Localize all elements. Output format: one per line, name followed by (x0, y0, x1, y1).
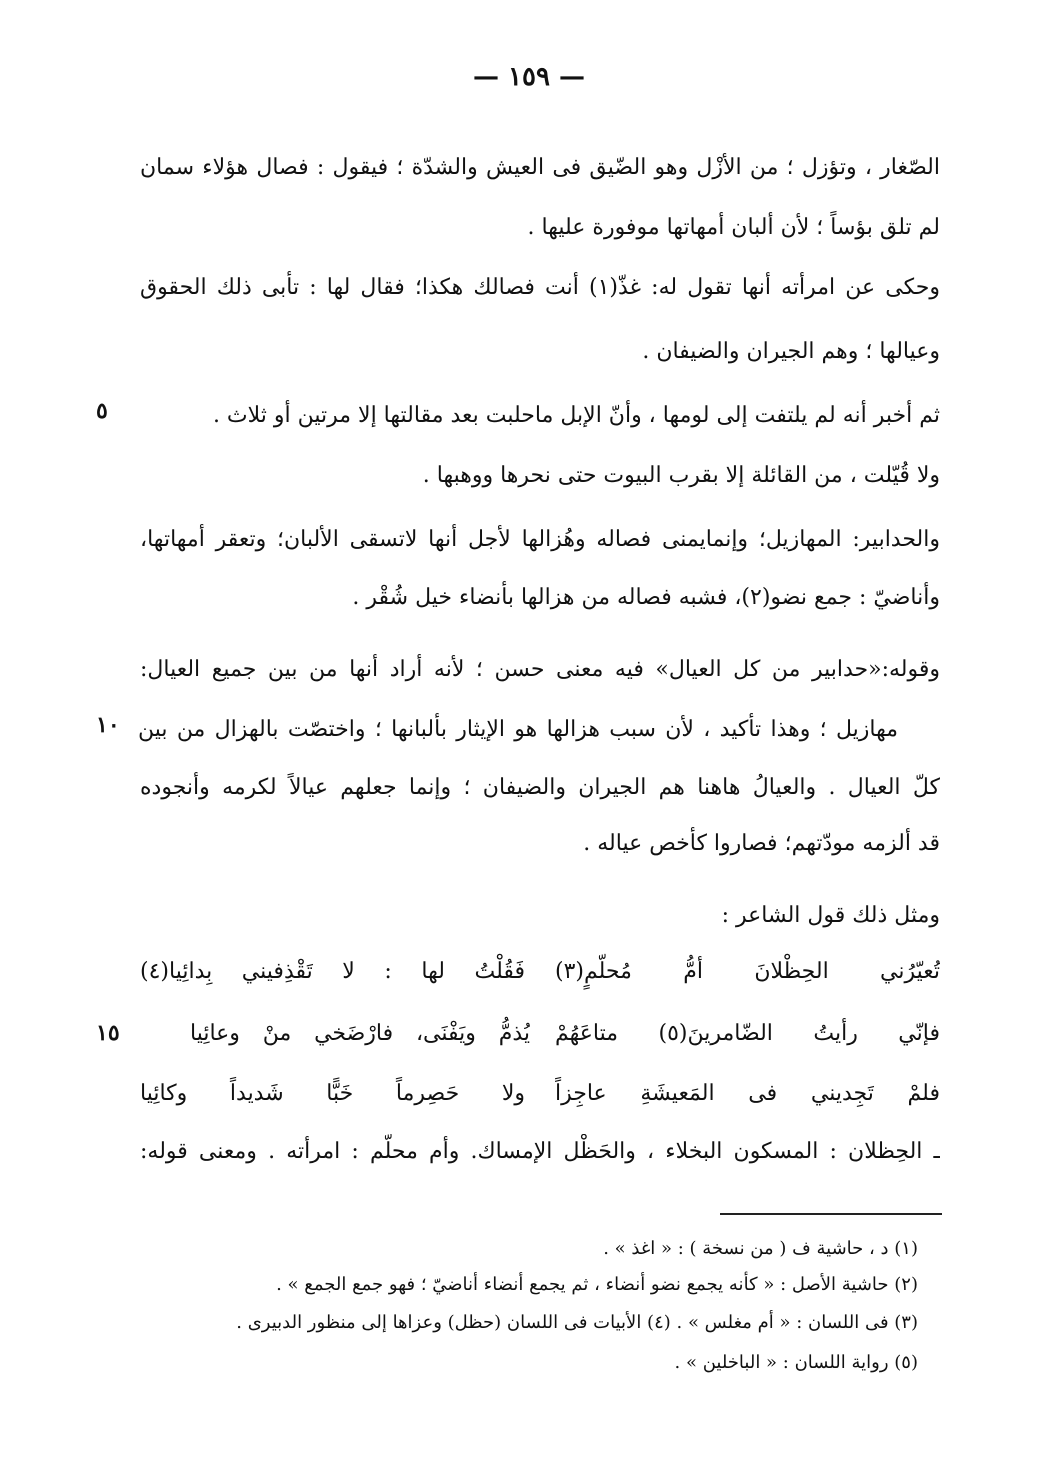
verse-1-first-hemistich: تُعيّرُني الحِظْلانَ أمُّ مُحلّمٍ(٣) (555, 959, 940, 984)
body-line-2: لم تلق بؤساً ؛ لأن ألبان أمهاتها موفورة عليها . (527, 215, 940, 240)
body-line-9: وقوله:«حدابير من كل العيال» فيه معنى حسن ؛ لأنه أراد أنها من بين جميع العيال: (140, 657, 940, 682)
body-line-6: ولا قُيّلت ، من القائلة إلا بقرب البيوت حتى نحرها ووهبها . (422, 463, 940, 488)
verse-3-second-hemistich: ولا حَصِرماً خَبًّا شَديداً وكائِيا (140, 1081, 525, 1106)
verse-1 (140, 952, 940, 992)
body-line-8: وأناضيّ : جمع نضو(٢)، فشبه فصاله من هزالها بأنضاء خيل شُقْر . (352, 585, 940, 610)
body-line-after-verse: ـ الحِظلان : المسكون البخلاء ، والحَظْل الإمساك. وأم محلّم : امرأته . ومعنى قوله: (140, 1139, 940, 1164)
body-line-10: مهازيل ؛ وهذا تأكيد ، لأن سبب هزالها هو الإيثار بألبانها ؛ واختصّت بالهزال من بين (138, 717, 898, 742)
line-number-15: ١٥ (96, 1020, 120, 1046)
verse-2-first-hemistich: فإنّي رأيتُ الضّامرينَ(٥) متاعَهُمْ (555, 1021, 940, 1046)
footnote-2: (٢) حاشية الأصل : « كأنه يجمع نضو أنضاء ، ثم يجمع أنضاء أناضيّ ؛ فهو جمع الجمع » . (276, 1274, 918, 1295)
body-line-1: الصّغار ، وتؤزل ؛ من الأزْل وهو الضّيق فى العيش والشدّة ؛ فيقول : فصال هؤلاء سمان (140, 155, 940, 180)
footnote-5: (٥) رواية اللسان : « الباخلين » . (674, 1352, 918, 1373)
footnote-1: (١) د ، حاشية ف ( من نسخة ) : « اغذ » . (603, 1238, 918, 1259)
body-line-4: وعيالها ؛ وهم الجيران والضيفان . (642, 339, 940, 364)
footnote-divider (720, 1213, 942, 1215)
body-line-12: قد ألزمه مودّتهم؛ فصاروا كأخص عياله . (583, 831, 940, 856)
line-number-10: ١٠ (96, 712, 120, 738)
verse-intro: ومثل ذلك قول الشاعر : (721, 903, 940, 928)
verse-3 (140, 1074, 940, 1114)
verse-2 (140, 1014, 940, 1054)
line-number-5: ٥ (96, 398, 108, 424)
body-line-11: كلّ العيال . والعيالُ هاهنا هم الجيران والضيفان ؛ وإنما جعلهم عيالاً لكرمه وأنجوده (140, 775, 940, 800)
body-line-7: والحدابير: المهازيل؛ وإنمايمنى فصاله وهُزالها لأجل أنها لاتسقى الألبان؛ وتعقر أمهاتها، (140, 527, 940, 552)
body-line-5: ثم أخبر أنه لم يلتفت إلى لومها ، وأنّ الإبل ماحلبت بعد مقالتها إلا مرتين أو ثلاث . (212, 403, 940, 428)
verse-2-second-hemistich: يُذمُّ ويَفْنَى، فارْضَخي منْ وعائِيا (190, 1021, 530, 1046)
verse-1-second-hemistich: فَقُلْتُ لها : لا تَقْذِفيني بِدائِيا(٤) (140, 959, 525, 984)
page-number: — ١٥٩ — (472, 62, 586, 92)
verse-3-first-hemistich: فلمْ تَجِديني فى المَعيشَةِ عاجِزاً (555, 1081, 940, 1106)
footnote-3-4: (٣) فى اللسان : « أم مغلس » . (٤) الأبيات فى اللسان (حظل) وعزاها إلى منظور الدبيرى . (236, 1312, 918, 1333)
body-line-3: وحكى عن امرأته أنها تقول له: غذّ(١) أنت فصالك هكذا؛ فقال لها : تأبى ذلك الحقوق (140, 275, 940, 300)
